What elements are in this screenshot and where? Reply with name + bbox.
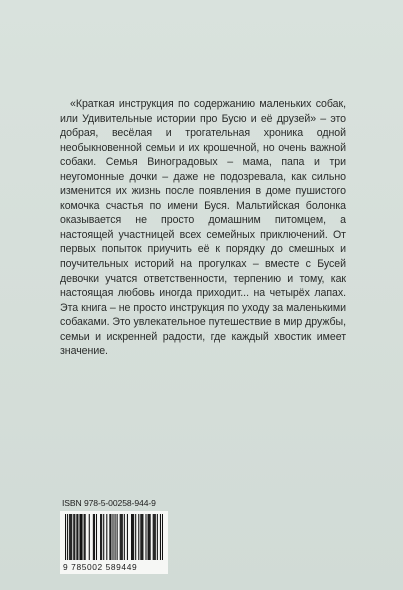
barcode-bar [70, 514, 71, 560]
barcode-bar [89, 514, 90, 560]
barcode [60, 511, 168, 574]
barcode-bar [153, 514, 154, 560]
barcode-bar [135, 514, 136, 560]
barcode-bar [120, 514, 121, 560]
barcode-bar [101, 514, 102, 560]
book-description: «Краткая инструкция по содержанию маленьких собак, или Удивительные истории про Бусю и её друзей» – это добрая, весёлая и трогательная хроника одной необыкновенной семьи и их крошечной, но очень важной собаки. Семья Виноградовых – мама, папа и три неугомонные дочки – даже не подозревала, как сильно изменится их жизнь после появления в доме пушистого комочка счастья по имени Буся. Мальтийская болонка оказывается не просто домашним питомцем, а настоящей участницей всех семейных приключений. От первых попыток приучить её к порядку до смешных и поучительных историй на прогулках – вместе с Бусей девочки учатся ответственности, терпению и тому, как настоящая любовь иногда приходит... на четырёх лапах. Эта книга – не просто инструкция по уходу за маленькими собаками. Это увлекательное путешествие в мир дружбы, семьи и искренней радости, где каждый хвостик имеет значение. [60, 98, 346, 358]
barcode-bar [71, 514, 72, 560]
barcode-bar [76, 514, 77, 560]
barcode-bar [74, 514, 75, 560]
barcode-bar [110, 514, 111, 560]
barcode-bar [96, 514, 97, 560]
barcode-bar [94, 514, 95, 560]
barcode-bar [133, 514, 134, 560]
barcode-bar [106, 514, 107, 560]
barcode-bar [148, 514, 149, 560]
barcode-bar [67, 514, 68, 560]
barcode-bar [131, 514, 132, 560]
barcode-bar [162, 514, 163, 560]
barcode-bar [79, 514, 80, 560]
barcode-bar [82, 514, 83, 560]
barcode-bar [85, 514, 86, 560]
barcode-bar [132, 514, 133, 560]
barcode-bar [73, 514, 74, 560]
barcode-bar [100, 514, 101, 560]
barcode-bar [142, 514, 143, 560]
barcode-bar [77, 514, 78, 560]
barcode-bar [103, 514, 104, 560]
barcode-bar [150, 514, 151, 560]
barcode-bar [155, 514, 156, 560]
barcode-bar [80, 514, 81, 560]
barcode-bar [157, 514, 158, 560]
barcode-bars [65, 514, 163, 560]
barcode-digits: 9 785002 589449 [63, 562, 138, 572]
barcode-bar [154, 514, 155, 560]
barcode-bar [121, 514, 122, 560]
barcode-bar [145, 514, 146, 560]
barcode-bar [109, 514, 110, 560]
barcode-bar [149, 514, 150, 560]
isbn-block [60, 498, 173, 574]
barcode-bar [84, 514, 85, 560]
barcode-bar [124, 514, 125, 560]
barcode-bar [160, 514, 161, 560]
barcode-bar [141, 514, 142, 560]
barcode-bar [127, 514, 128, 560]
barcode-bar [93, 514, 94, 560]
barcode-bar [117, 514, 118, 560]
barcode-bar [138, 514, 139, 560]
barcode-bar [112, 514, 113, 560]
barcode-bar [140, 514, 141, 560]
isbn-label: ISBN 978-5-00258-944-9 [62, 498, 156, 508]
barcode-bar [65, 514, 66, 560]
barcode-bar [115, 514, 116, 560]
barcode-bar [69, 514, 70, 560]
barcode-bar [122, 514, 123, 560]
